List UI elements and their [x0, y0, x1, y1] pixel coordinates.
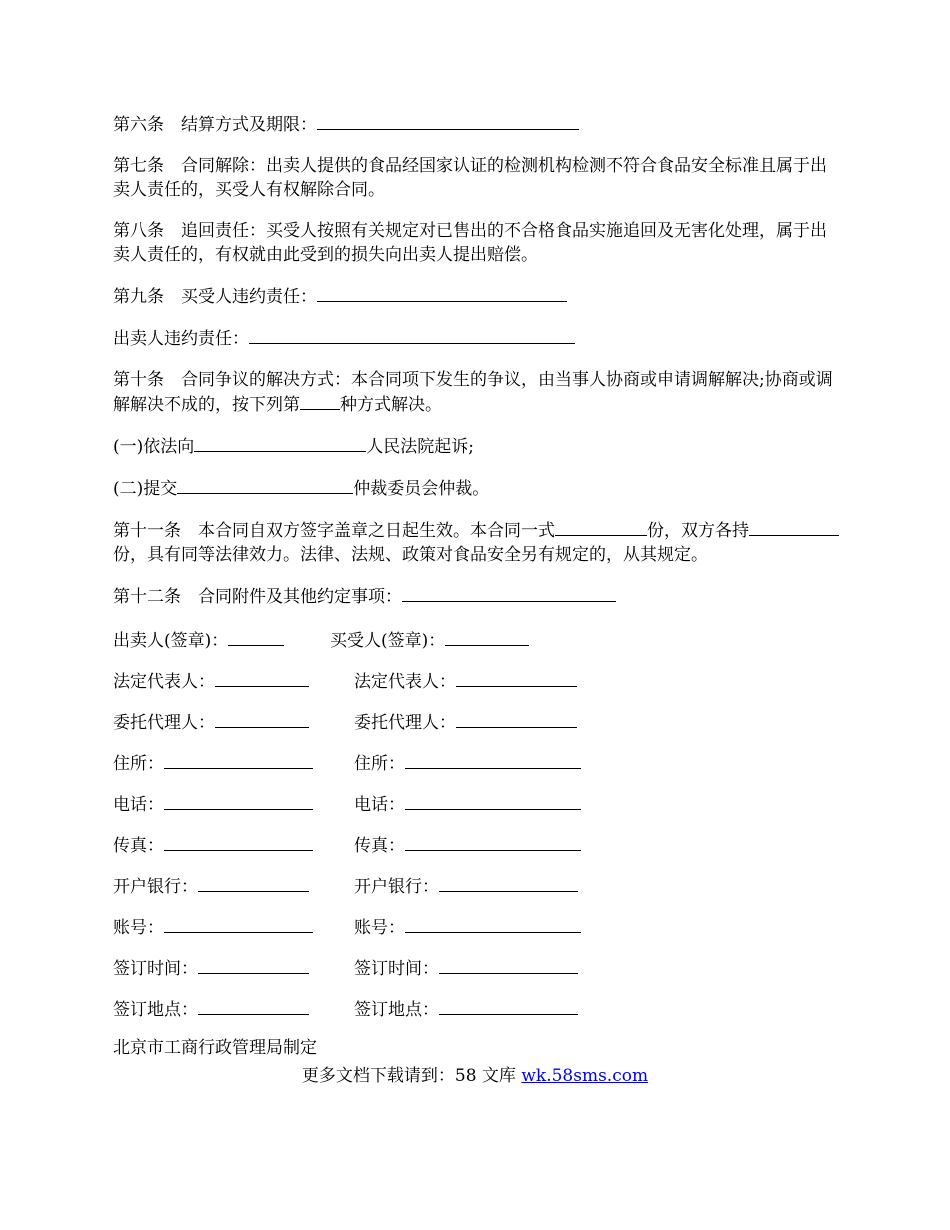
blank-buyer-sign-time[interactable]	[439, 956, 578, 974]
blank-seller-legal-rep[interactable]	[215, 669, 309, 687]
blank-buyer-bank[interactable]	[439, 874, 578, 892]
dispute-option-2: (二)提交 仲裁委员会仲裁。	[113, 476, 841, 501]
article-8: 第八条 追回责任：买受人按照有关规定对已售出的不合格食品实施追回及无害化处理，属于出卖人责任的，有权就由此受到的损失向出卖人提出赔偿。	[113, 221, 827, 265]
issuer-note: 北京市工商行政管理局制定	[113, 1038, 317, 1058]
blank-court[interactable]	[194, 434, 366, 452]
signature-row-address: 住所： 住所：	[113, 749, 841, 773]
seller-stamp-label: 出卖人(签章)：	[113, 631, 229, 651]
blank-seller-stamp[interactable]	[228, 628, 284, 646]
blank-buyer-fax[interactable]	[405, 833, 581, 851]
blank-copies[interactable]	[555, 518, 647, 536]
blank-buyer-account[interactable]	[405, 915, 581, 933]
article-7: 第七条 合同解除：出卖人提供的食品经国家认证的检测机构检测不符合食品安全标准且属于出卖人责任的，买受人有权解除合同。	[113, 156, 827, 200]
article-12: 第十二条 合同附件及其他约定事项：	[113, 584, 841, 609]
blank-buyer-stamp[interactable]	[445, 628, 529, 646]
signature-row-fax: 传真： 传真：	[113, 831, 841, 855]
signature-row-phone: 电话： 电话：	[113, 790, 841, 814]
blank-copies-each-cont[interactable]	[785, 518, 839, 536]
blank-seller-agent[interactable]	[215, 710, 309, 728]
buyer-stamp-label: 买受人(签章)：	[330, 631, 446, 651]
dispute-option-1: (一)依法向 人民法院起诉;	[113, 434, 841, 459]
signature-row-agent: 委托代理人： 委托代理人：	[113, 708, 841, 732]
footer-link[interactable]: wk.58sms.com	[521, 1066, 649, 1086]
blank-buyer-address[interactable]	[405, 751, 581, 769]
signature-row-sign-time: 签订时间： 签订时间：	[113, 954, 841, 978]
contract-page	[113, 112, 841, 1077]
signature-row-legal-rep: 法定代表人： 法定代表人：	[113, 667, 841, 691]
blank-seller-breach[interactable]	[249, 326, 575, 344]
blank-buyer-phone[interactable]	[405, 792, 581, 810]
blank-buyer-breach[interactable]	[317, 284, 567, 302]
signature-row-sign-place: 签订地点： 签订地点：	[113, 995, 841, 1019]
footer	[0, 1064, 950, 1088]
article-10: 第十条 合同争议的解决方式：本合同项下发生的争议，由当事人协商或申请调解解决;协商或调解解决不成的，按下列第 种方式解决。	[113, 370, 833, 415]
blank-seller-sign-place[interactable]	[198, 997, 309, 1015]
seller-breach: 出卖人违约责任：	[113, 326, 841, 351]
blank-seller-sign-time[interactable]	[198, 956, 309, 974]
blank-settlement[interactable]	[317, 112, 579, 130]
blank-dispute-option[interactable]	[300, 392, 340, 410]
footer-text: 更多文档下载请到：58 文库	[301, 1066, 522, 1086]
signature-row-bank: 开户银行： 开户银行：	[113, 872, 841, 896]
blank-arbitration[interactable]	[177, 476, 353, 494]
article-11: 第十一条 本合同自双方签字盖章之日起生效。本合同一式 份，双方各持份，具有同等法律效力。法律、法规、政策对食品安全另有规定的，从其规定。	[113, 518, 841, 567]
blank-seller-fax[interactable]	[164, 833, 313, 851]
blank-seller-address[interactable]	[164, 751, 313, 769]
blank-buyer-sign-place[interactable]	[439, 997, 578, 1015]
blank-buyer-legal-rep[interactable]	[456, 669, 577, 687]
blank-seller-phone[interactable]	[164, 792, 313, 810]
article-9: 第九条 买受人违约责任：	[113, 284, 841, 309]
blank-seller-bank[interactable]	[198, 874, 309, 892]
blank-copies-each[interactable]	[749, 518, 785, 536]
signature-row-account: 账号： 账号：	[113, 913, 841, 937]
signature-stamp-row	[113, 626, 841, 650]
article-6: 第六条 结算方式及期限：	[113, 112, 841, 137]
blank-attachments[interactable]	[402, 584, 616, 602]
blank-seller-account[interactable]	[164, 915, 313, 933]
blank-buyer-agent[interactable]	[456, 710, 577, 728]
